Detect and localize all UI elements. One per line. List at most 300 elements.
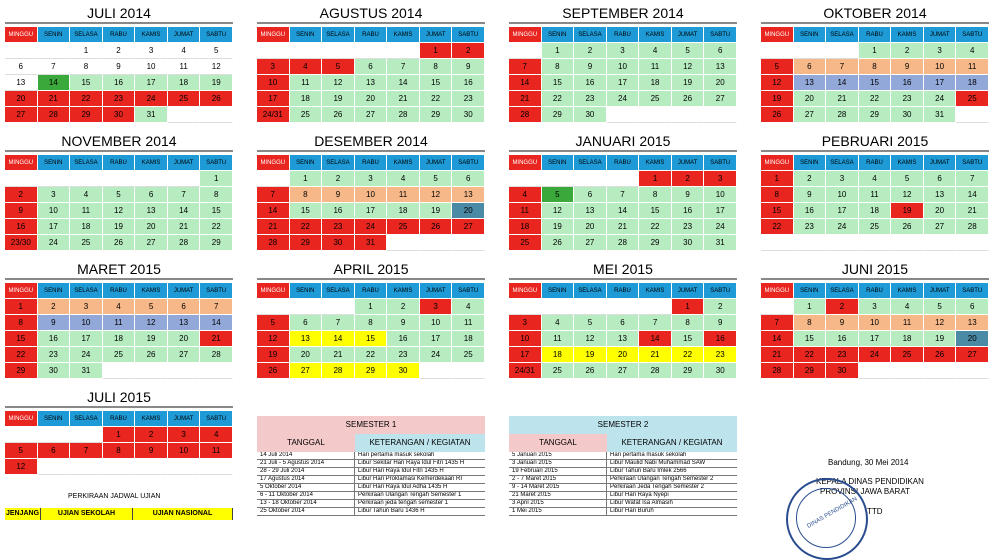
day-cell: 9 bbox=[672, 187, 705, 203]
day-cell: 4 bbox=[639, 43, 672, 59]
day-cell: 8 bbox=[639, 187, 672, 203]
ujian-header bbox=[5, 508, 233, 520]
day-cell: 5 bbox=[924, 299, 957, 315]
weekday-header: RABU bbox=[607, 283, 640, 299]
day-cell: 8 bbox=[420, 59, 453, 75]
day-cell: 14 bbox=[257, 203, 290, 219]
day-cell: 19 bbox=[257, 347, 290, 363]
day-cell bbox=[38, 43, 71, 59]
weekday-header: RABU bbox=[607, 27, 640, 43]
day-cell: 29 bbox=[794, 363, 827, 379]
day-cell: 18 bbox=[70, 219, 103, 235]
day-cell: 20 bbox=[355, 91, 388, 107]
weekday-header: SELASA bbox=[322, 155, 355, 171]
day-cell: 24 bbox=[704, 219, 737, 235]
month-calendar bbox=[509, 261, 737, 379]
semester-row-date: 21 Maret 2015 bbox=[509, 492, 607, 499]
weekday-header: JUMAT bbox=[924, 283, 957, 299]
ujian-col-jenjang: JENJANG bbox=[5, 508, 41, 520]
day-cell: 26 bbox=[135, 347, 168, 363]
weekday-header: RABU bbox=[103, 411, 136, 427]
day-cell: 26 bbox=[891, 219, 924, 235]
day-cell: 17 bbox=[607, 75, 640, 91]
day-cell: 21 bbox=[639, 347, 672, 363]
day-cell bbox=[607, 299, 640, 315]
semester-row-note: Libur Hari Proklamasi Kemerdekaan RI bbox=[358, 476, 463, 482]
day-cell: 11 bbox=[168, 59, 201, 75]
semester-row bbox=[509, 500, 737, 508]
weekday-header: SABTU bbox=[956, 283, 989, 299]
weekday-header: SELASA bbox=[70, 155, 103, 171]
day-cell: 27 bbox=[956, 347, 989, 363]
day-cell: 20 bbox=[5, 91, 38, 107]
day-cell: 23 bbox=[826, 347, 859, 363]
day-cell bbox=[168, 171, 201, 187]
day-cell bbox=[956, 363, 989, 379]
day-cell: 8 bbox=[5, 315, 38, 331]
weekday-header: SELASA bbox=[826, 155, 859, 171]
day-cell: 9 bbox=[826, 315, 859, 331]
day-cell: 14 bbox=[509, 75, 542, 91]
day-cell bbox=[290, 299, 323, 315]
day-cell: 5 bbox=[103, 187, 136, 203]
weekday-header: MINGGU bbox=[509, 27, 542, 43]
day-cell: 31 bbox=[135, 107, 168, 123]
day-cell: 19 bbox=[103, 219, 136, 235]
semester-row bbox=[257, 484, 485, 492]
day-cell: 6 bbox=[355, 59, 388, 75]
day-cell: 10 bbox=[257, 75, 290, 91]
weekday-header: SABTU bbox=[200, 155, 233, 171]
month-title-rule bbox=[5, 150, 233, 152]
semester-row-note: Libur Tahun Baru 1436 H bbox=[358, 508, 425, 514]
day-cell: 12 bbox=[891, 187, 924, 203]
day-cell: 22 bbox=[542, 91, 575, 107]
day-cell: 31 bbox=[355, 235, 388, 251]
day-cell: 20 bbox=[924, 203, 957, 219]
day-cell: 3 bbox=[826, 171, 859, 187]
weekday-header: JUMAT bbox=[168, 411, 201, 427]
day-cell: 27 bbox=[924, 219, 957, 235]
day-cell bbox=[761, 235, 794, 251]
day-cell: 19 bbox=[322, 91, 355, 107]
semester-row bbox=[257, 508, 485, 516]
month-grid bbox=[761, 155, 989, 251]
day-cell bbox=[168, 363, 201, 379]
day-cell: 23/30 bbox=[5, 235, 38, 251]
day-cell: 23 bbox=[891, 91, 924, 107]
semester-row-date: 14 Juli 2014 bbox=[257, 452, 355, 459]
month-title: JUNI 2015 bbox=[841, 261, 909, 277]
day-cell: 10 bbox=[704, 187, 737, 203]
day-cell: 29 bbox=[859, 107, 892, 123]
day-cell: 17 bbox=[859, 331, 892, 347]
semester-row-date: 1 Mei 2015 bbox=[509, 508, 607, 515]
weekday-header: SABTU bbox=[452, 283, 485, 299]
day-cell: 28 bbox=[607, 235, 640, 251]
semester-row-date: 3 Januari 2015 bbox=[509, 460, 607, 467]
day-cell: 3 bbox=[70, 299, 103, 315]
day-cell: 25 bbox=[639, 91, 672, 107]
day-cell: 28 bbox=[322, 363, 355, 379]
day-cell: 4 bbox=[542, 315, 575, 331]
day-cell: 16 bbox=[704, 331, 737, 347]
day-cell: 8 bbox=[761, 187, 794, 203]
day-cell: 11 bbox=[891, 315, 924, 331]
day-cell bbox=[859, 363, 892, 379]
day-cell: 26 bbox=[672, 91, 705, 107]
day-cell: 18 bbox=[891, 331, 924, 347]
month-grid bbox=[509, 155, 737, 251]
day-cell: 5 bbox=[200, 43, 233, 59]
day-cell: 21 bbox=[200, 331, 233, 347]
weekday-header: SENIN bbox=[542, 155, 575, 171]
day-cell bbox=[168, 459, 201, 475]
day-cell: 15 bbox=[672, 331, 705, 347]
day-cell: 1 bbox=[794, 299, 827, 315]
month-title: JANUARI 2015 bbox=[575, 133, 671, 149]
day-cell: 5 bbox=[672, 43, 705, 59]
month-title: OKTOBER 2014 bbox=[823, 5, 927, 21]
day-cell: 9 bbox=[322, 187, 355, 203]
day-cell: 25 bbox=[956, 91, 989, 107]
weekday-header: MINGGU bbox=[5, 283, 38, 299]
day-cell: 18 bbox=[290, 91, 323, 107]
day-cell: 30 bbox=[322, 235, 355, 251]
day-cell: 13 bbox=[290, 331, 323, 347]
weekday-header: MINGGU bbox=[761, 27, 794, 43]
day-cell: 13 bbox=[607, 331, 640, 347]
weekday-header: SABTU bbox=[200, 411, 233, 427]
semester-row-date: 28 - 29 Juli 2014 bbox=[257, 468, 355, 475]
weekday-header: SABTU bbox=[200, 27, 233, 43]
day-cell: 16 bbox=[103, 75, 136, 91]
day-cell: 15 bbox=[761, 203, 794, 219]
day-cell: 29 bbox=[672, 363, 705, 379]
day-cell: 19 bbox=[420, 203, 453, 219]
day-cell: 20 bbox=[607, 347, 640, 363]
day-cell: 8 bbox=[859, 59, 892, 75]
day-cell: 9 bbox=[574, 59, 607, 75]
day-cell: 4 bbox=[859, 171, 892, 187]
semester-row-note: Hari pertama masuk sekolah bbox=[610, 452, 687, 458]
day-cell: 6 bbox=[924, 171, 957, 187]
weekday-header: KAMIS bbox=[135, 155, 168, 171]
day-cell: 11 bbox=[70, 203, 103, 219]
day-cell: 12 bbox=[924, 315, 957, 331]
month-calendar bbox=[761, 5, 989, 123]
day-cell bbox=[387, 235, 420, 251]
day-cell: 17 bbox=[38, 219, 71, 235]
day-cell: 4 bbox=[168, 43, 201, 59]
day-cell: 14 bbox=[956, 187, 989, 203]
day-cell: 27 bbox=[290, 363, 323, 379]
weekday-header: SELASA bbox=[70, 27, 103, 43]
day-cell bbox=[322, 299, 355, 315]
day-cell: 2 bbox=[5, 187, 38, 203]
day-cell: 1 bbox=[761, 171, 794, 187]
semester-row-note: Perkiraan jeda tengah semester 1 bbox=[358, 500, 449, 506]
semester-row-date: 6 - 11 Oktober 2014 bbox=[257, 492, 355, 499]
day-cell: 16 bbox=[794, 203, 827, 219]
day-cell: 12 bbox=[135, 315, 168, 331]
weekday-header: JUMAT bbox=[672, 27, 705, 43]
semester-1-table bbox=[257, 416, 485, 516]
day-cell: 19 bbox=[574, 347, 607, 363]
month-title: APRIL 2015 bbox=[333, 261, 409, 277]
day-cell: 7 bbox=[322, 315, 355, 331]
day-cell: 8 bbox=[672, 315, 705, 331]
day-cell: 17 bbox=[509, 347, 542, 363]
day-cell: 5 bbox=[891, 171, 924, 187]
day-cell: 30 bbox=[452, 107, 485, 123]
day-cell: 9 bbox=[38, 315, 71, 331]
day-cell: 7 bbox=[826, 59, 859, 75]
semester-row-date: 3 April 2015 bbox=[509, 500, 607, 507]
day-cell bbox=[452, 235, 485, 251]
day-cell bbox=[574, 171, 607, 187]
day-cell: 2 bbox=[574, 43, 607, 59]
day-cell: 2 bbox=[826, 299, 859, 315]
month-title-rule bbox=[761, 150, 989, 152]
day-cell: 30 bbox=[103, 107, 136, 123]
day-cell: 26 bbox=[103, 235, 136, 251]
semester-row bbox=[509, 484, 737, 492]
month-title-rule bbox=[257, 150, 485, 152]
day-cell: 24 bbox=[420, 347, 453, 363]
day-cell: 26 bbox=[761, 107, 794, 123]
day-cell: 27 bbox=[574, 235, 607, 251]
day-cell: 31 bbox=[70, 363, 103, 379]
day-cell: 13 bbox=[452, 187, 485, 203]
day-cell: 4 bbox=[509, 187, 542, 203]
day-cell: 19 bbox=[761, 91, 794, 107]
weekday-header: SELASA bbox=[574, 155, 607, 171]
semester-row bbox=[509, 492, 737, 500]
day-cell: 18 bbox=[859, 203, 892, 219]
day-cell: 14 bbox=[639, 331, 672, 347]
day-cell: 29 bbox=[420, 107, 453, 123]
day-cell bbox=[859, 235, 892, 251]
day-cell: 18 bbox=[639, 75, 672, 91]
day-cell: 8 bbox=[103, 443, 136, 459]
semester-row-note: Perkiraan Ulangan Tengah Semester 2 bbox=[610, 476, 714, 482]
weekday-header: SELASA bbox=[574, 27, 607, 43]
day-cell: 12 bbox=[103, 203, 136, 219]
weekday-header: JUMAT bbox=[420, 155, 453, 171]
day-cell: 13 bbox=[5, 75, 38, 91]
day-cell: 24 bbox=[924, 91, 957, 107]
day-cell: 1 bbox=[355, 299, 388, 315]
day-cell: 20 bbox=[168, 331, 201, 347]
day-cell bbox=[607, 171, 640, 187]
day-cell: 13 bbox=[355, 75, 388, 91]
day-cell: 22 bbox=[420, 91, 453, 107]
weekday-header: MINGGU bbox=[5, 155, 38, 171]
day-cell: 7 bbox=[38, 59, 71, 75]
day-cell bbox=[200, 107, 233, 123]
day-cell: 9 bbox=[135, 443, 168, 459]
day-cell: 30 bbox=[891, 107, 924, 123]
weekday-header: KAMIS bbox=[135, 27, 168, 43]
day-cell: 9 bbox=[794, 187, 827, 203]
day-cell: 1 bbox=[103, 427, 136, 443]
day-cell: 26 bbox=[200, 91, 233, 107]
month-title-rule bbox=[761, 22, 989, 24]
day-cell: 11 bbox=[542, 331, 575, 347]
month-grid bbox=[5, 27, 233, 123]
day-cell: 22 bbox=[639, 219, 672, 235]
day-cell: 6 bbox=[607, 315, 640, 331]
day-cell: 10 bbox=[859, 315, 892, 331]
day-cell: 14 bbox=[387, 75, 420, 91]
day-cell: 10 bbox=[135, 59, 168, 75]
weekday-header: SENIN bbox=[290, 283, 323, 299]
month-title: JULI 2014 bbox=[87, 5, 151, 21]
day-cell: 13 bbox=[168, 315, 201, 331]
day-cell: 21 bbox=[257, 219, 290, 235]
month-title: JULI 2015 bbox=[87, 389, 151, 405]
day-cell: 7 bbox=[387, 59, 420, 75]
month-grid bbox=[761, 27, 989, 123]
day-cell: 28 bbox=[257, 235, 290, 251]
day-cell: 2 bbox=[103, 43, 136, 59]
weekday-header: RABU bbox=[859, 283, 892, 299]
day-cell: 12 bbox=[542, 203, 575, 219]
day-cell bbox=[452, 363, 485, 379]
day-cell: 3 bbox=[38, 187, 71, 203]
semester-row bbox=[509, 476, 737, 484]
day-cell: 16 bbox=[452, 75, 485, 91]
day-cell bbox=[70, 459, 103, 475]
day-cell bbox=[420, 235, 453, 251]
semester-row bbox=[257, 476, 485, 484]
day-cell: 17 bbox=[704, 203, 737, 219]
day-cell: 15 bbox=[200, 203, 233, 219]
weekday-header: JUMAT bbox=[924, 155, 957, 171]
month-grid bbox=[509, 283, 737, 379]
month-grid bbox=[257, 27, 485, 123]
semester-row bbox=[509, 460, 737, 468]
day-cell: 18 bbox=[452, 331, 485, 347]
month-calendar bbox=[509, 133, 737, 251]
day-cell: 30 bbox=[672, 235, 705, 251]
day-cell: 27 bbox=[168, 347, 201, 363]
semester-1-title: SEMESTER 1 bbox=[257, 416, 485, 434]
day-cell: 28 bbox=[639, 363, 672, 379]
day-cell bbox=[826, 235, 859, 251]
semester-2-rows bbox=[509, 452, 737, 516]
day-cell: 14 bbox=[38, 75, 71, 91]
day-cell: 21 bbox=[168, 219, 201, 235]
day-cell bbox=[956, 107, 989, 123]
month-grid bbox=[509, 27, 737, 123]
month-grid bbox=[257, 155, 485, 251]
day-cell: 12 bbox=[672, 59, 705, 75]
day-cell: 29 bbox=[542, 107, 575, 123]
semester-row-note: Libur Hari Raya Idul Adha 1435 H bbox=[358, 484, 448, 490]
day-cell bbox=[38, 171, 71, 187]
weekday-header: MINGGU bbox=[761, 283, 794, 299]
weekday-header: SENIN bbox=[290, 155, 323, 171]
day-cell: 23 bbox=[672, 219, 705, 235]
weekday-header: SABTU bbox=[704, 155, 737, 171]
semester-row-date: 21 Juli - 5 Agustus 2014 bbox=[257, 460, 355, 467]
weekday-header: RABU bbox=[607, 155, 640, 171]
day-cell: 15 bbox=[355, 331, 388, 347]
day-cell: 11 bbox=[200, 443, 233, 459]
day-cell: 21 bbox=[509, 91, 542, 107]
day-cell: 11 bbox=[859, 187, 892, 203]
semester-2-table bbox=[509, 416, 737, 516]
weekday-header: SENIN bbox=[794, 283, 827, 299]
day-cell: 10 bbox=[420, 315, 453, 331]
day-cell bbox=[704, 107, 737, 123]
day-cell: 13 bbox=[135, 203, 168, 219]
day-cell bbox=[509, 43, 542, 59]
day-cell: 28 bbox=[826, 107, 859, 123]
day-cell: 9 bbox=[452, 59, 485, 75]
day-cell: 1 bbox=[859, 43, 892, 59]
day-cell: 9 bbox=[704, 315, 737, 331]
day-cell bbox=[956, 235, 989, 251]
weekday-header: KAMIS bbox=[891, 27, 924, 43]
day-cell: 16 bbox=[672, 203, 705, 219]
day-cell: 15 bbox=[542, 75, 575, 91]
day-cell: 6 bbox=[956, 299, 989, 315]
day-cell: 23 bbox=[103, 91, 136, 107]
day-cell: 3 bbox=[704, 171, 737, 187]
day-cell: 8 bbox=[290, 187, 323, 203]
semester-row-date: 5 Oktober 2014 bbox=[257, 484, 355, 491]
stamp-text: DINAS PENDIDIKAN bbox=[806, 496, 859, 530]
day-cell: 18 bbox=[168, 75, 201, 91]
weekday-header: RABU bbox=[355, 283, 388, 299]
day-cell: 16 bbox=[891, 75, 924, 91]
day-cell: 19 bbox=[135, 331, 168, 347]
day-cell: 23 bbox=[322, 219, 355, 235]
semester-row bbox=[257, 492, 485, 500]
day-cell: 30 bbox=[38, 363, 71, 379]
day-cell: 2 bbox=[672, 171, 705, 187]
day-cell: 1 bbox=[639, 171, 672, 187]
day-cell: 4 bbox=[387, 171, 420, 187]
day-cell bbox=[826, 43, 859, 59]
day-cell: 3 bbox=[859, 299, 892, 315]
day-cell: 15 bbox=[290, 203, 323, 219]
day-cell: 4 bbox=[452, 299, 485, 315]
weekday-header: SELASA bbox=[322, 27, 355, 43]
day-cell: 18 bbox=[387, 203, 420, 219]
weekday-header: SENIN bbox=[38, 155, 71, 171]
day-cell: 7 bbox=[639, 315, 672, 331]
day-cell: 12 bbox=[200, 59, 233, 75]
day-cell: 19 bbox=[891, 203, 924, 219]
day-cell bbox=[639, 107, 672, 123]
semester-row-note: Perkiraan Ulangan Tengah Semester 1 bbox=[358, 492, 462, 498]
month-title-rule bbox=[5, 22, 233, 24]
day-cell: 15 bbox=[70, 75, 103, 91]
day-cell: 30 bbox=[704, 363, 737, 379]
day-cell: 13 bbox=[794, 75, 827, 91]
day-cell: 20 bbox=[135, 219, 168, 235]
day-cell: 6 bbox=[38, 443, 71, 459]
day-cell: 17 bbox=[70, 331, 103, 347]
month-title: DESEMBER 2014 bbox=[314, 133, 428, 149]
day-cell: 30 bbox=[826, 363, 859, 379]
semester-2-col-keterangan: KETERANGAN / KEGIATAN bbox=[607, 434, 737, 452]
day-cell: 5 bbox=[135, 299, 168, 315]
